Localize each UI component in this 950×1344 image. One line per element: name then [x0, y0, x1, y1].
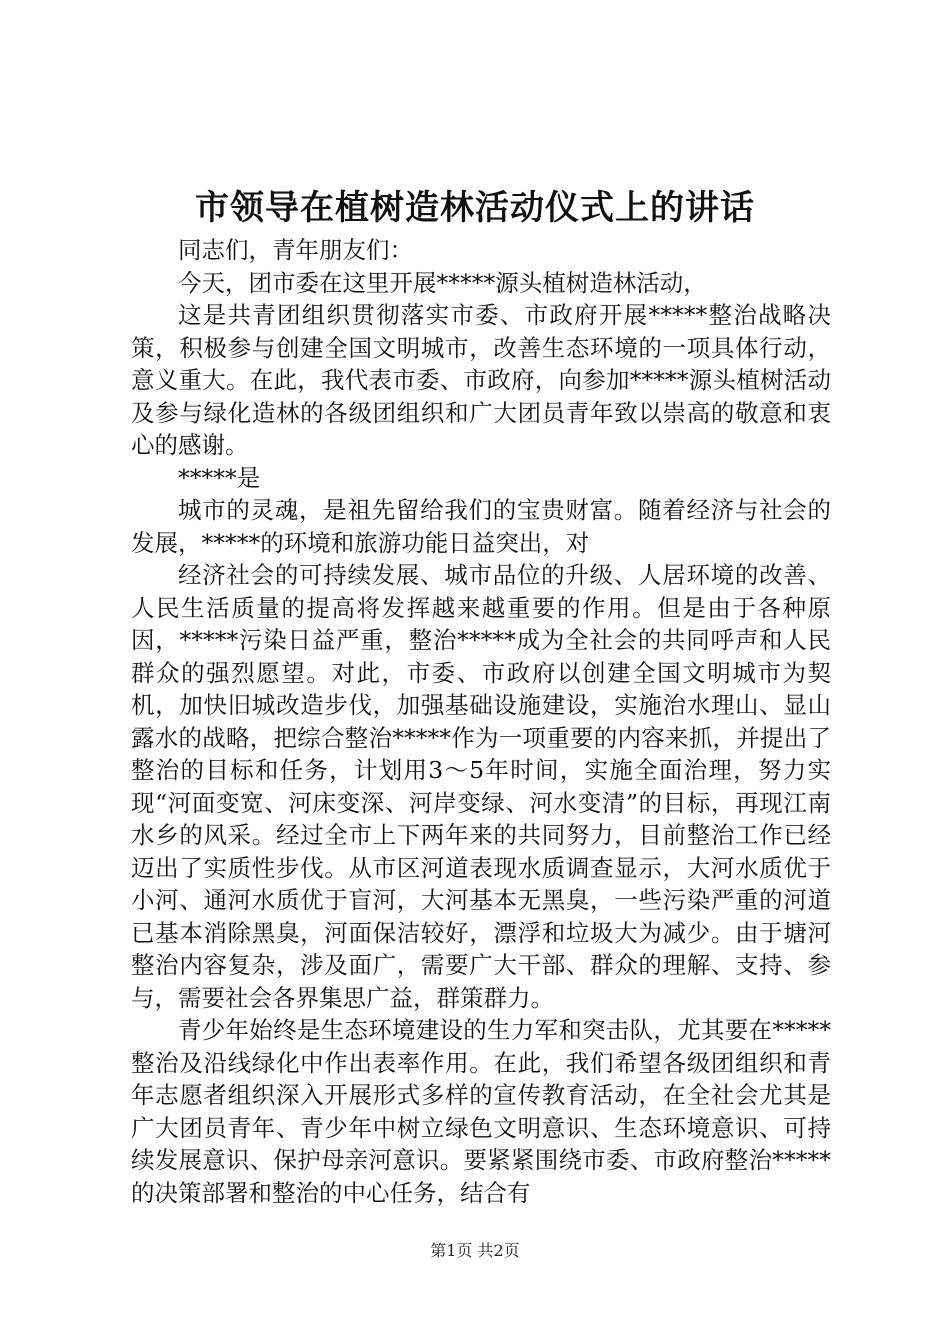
paragraph: 这是共青团组织贯彻落实市委、市政府开展*****整治战略决策，积极参与创建全国文明城市，改善生态环境的一项具体行动，意义重大。在此，我代表市委、市政府，向参加*****源头植树活动及参与绿化造林的各级团组织和广大团员青年致以崇高的敬意和衷心的感谢。 [131, 301, 831, 459]
paragraph: 青少年始终是生态环境建设的生力军和突击队，尤其要在*****整治及沿线绿化中作出表率作用。在此，我们希望各级团组织和青年志愿者组织深入开展形式多样的宣传教育活动，在全社会尤其是广大团员青年、青少年中树立绿色文明意识、生态环境意识、可持续发展意识、保护母亲河意识。要紧紧围绕市委、市政府整治*****的决策部署和整治的中心任务，结合有 [131, 1016, 831, 1207]
document-title: 市领导在植树造林活动仪式上的讲话 [195, 188, 755, 228]
paragraph-salutation: 同志们，青年朋友们： [178, 236, 413, 264]
document-body [131, 234, 831, 1209]
paragraph: 经济社会的可持续发展、城市品位的升级、人居环境的改善、人民生活质量的提高将发挥越来越重要的作用。但是由于各种原因，*****污染日益严重，整治*****成为全社会的共同呼声和人民群众的强烈愿望。对此，市委、市政府以创建全国文明城市为契机，加快旧城改造步伐，加强基础设施建设，实施治水理山、显山露水的战略，把综合整治*****作为一项重要的内容来抓，并提出了整治的目标和任务，计划用3～5年时间，实施全面治理，努力实现“河面变宽、河床变深、河岸变绿、河水变清”的目标，再现江南水乡的风采。经过全市上下两年来的共同努力，目前整治工作已经迈出了实质性步伐。从市区河道表现水质调查显示，大河水质优于小河、通河水质优于盲河，大河基本无黑臭，一些污染严重的河道已基本消除黑臭，河面保洁较好，漂浮和垃圾大为减少。由于塘河整治内容复杂，涉及面广，需要广大干部、群众的理解、支持、参与，需要社会各界集思广益，群策群力。 [131, 561, 831, 1012]
paragraph: 今天，团市委在这里开展*****源头植树造林活动， [178, 268, 707, 297]
page-footer: 第1页 共2页 [430, 1241, 520, 1260]
paragraph: 城市的灵魂，是祖先留给我们的宝贵财富。随着经济与社会的发展，*****的环境和旅游功能日益突出，对 [131, 496, 831, 557]
paragraph: *****是 [178, 463, 261, 492]
